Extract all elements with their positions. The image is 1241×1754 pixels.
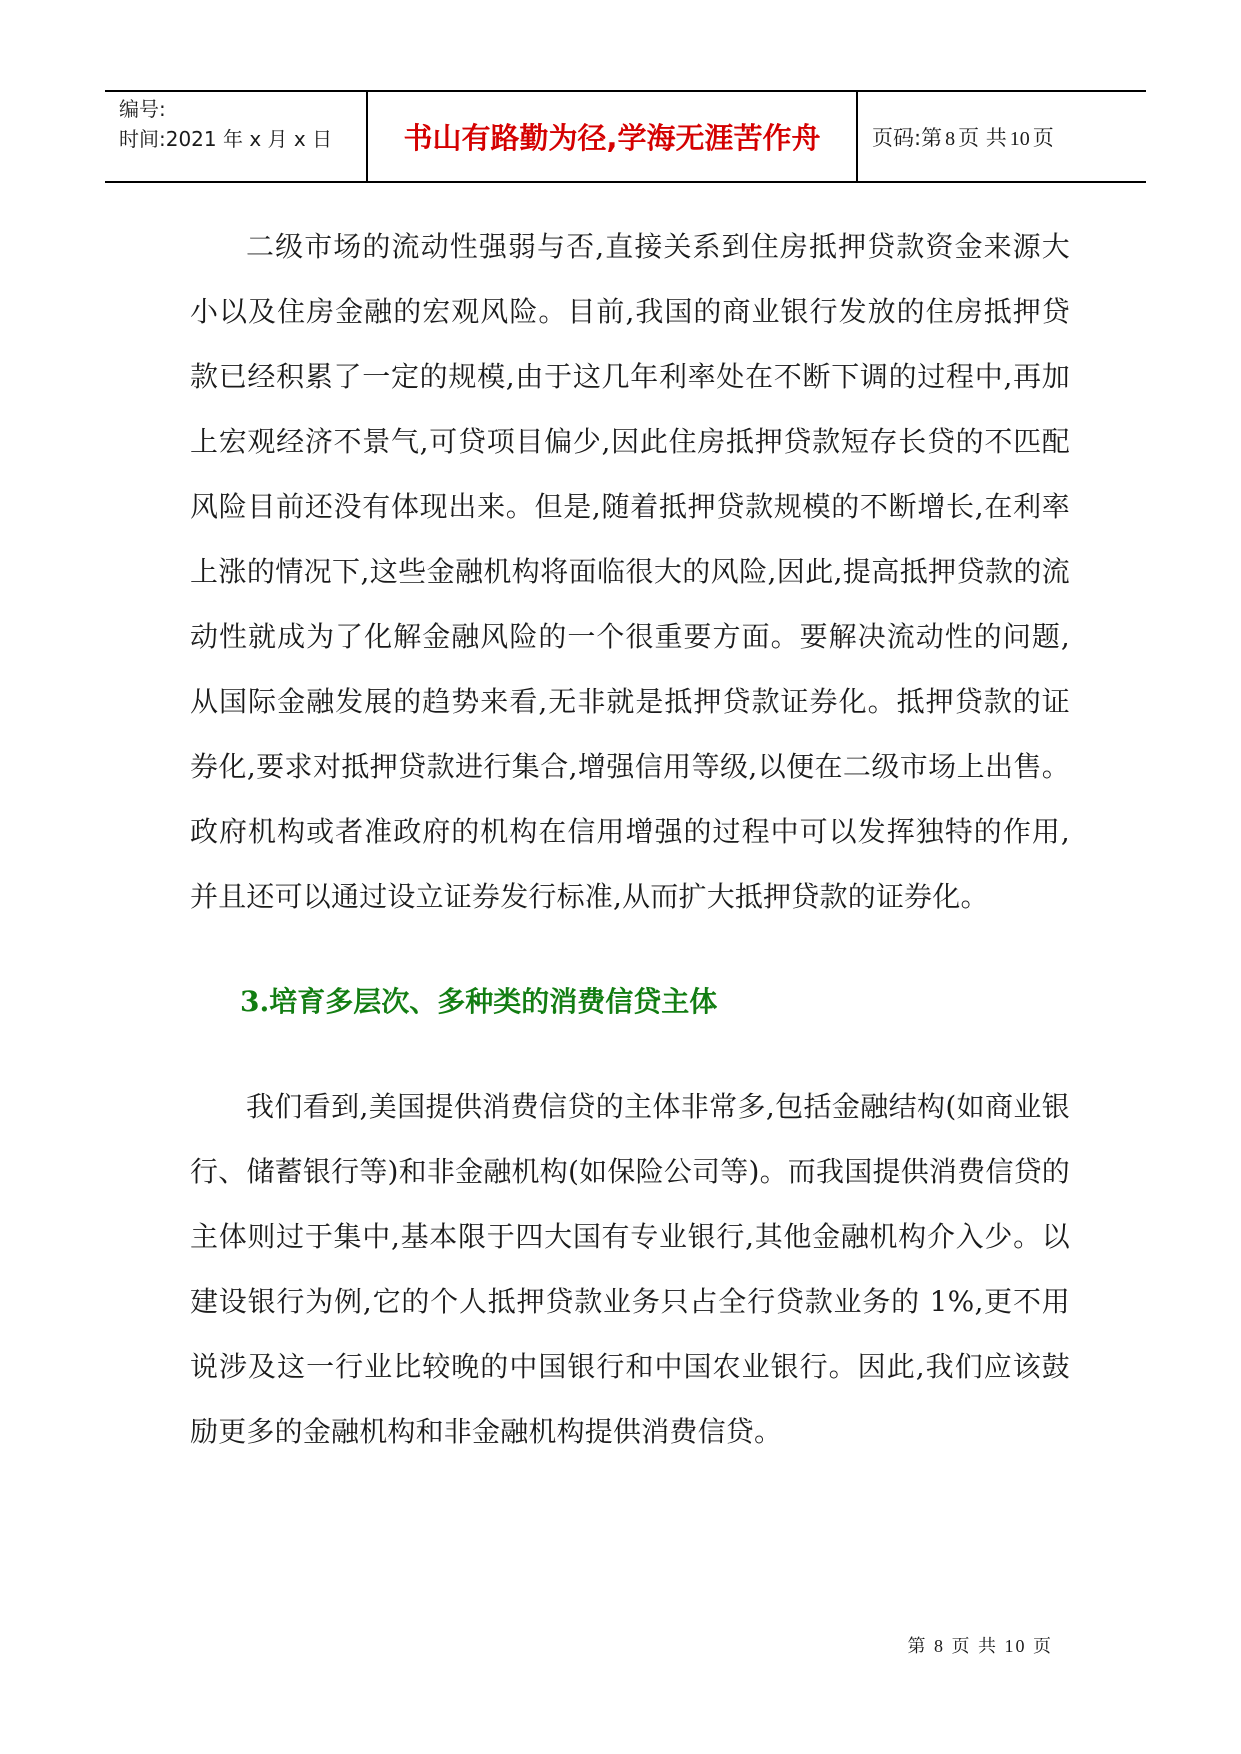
- header-motto: 书山有路勤为径,学海无涯苦作舟: [403, 121, 821, 155]
- document-header: [105, 90, 1146, 183]
- header-motto-cell: [368, 92, 858, 181]
- page-prefix: 页码:第: [872, 125, 943, 150]
- page-mid: 页 共: [958, 125, 1007, 150]
- header-meta-cell: [105, 92, 368, 181]
- document-number-label: 编号:: [119, 97, 166, 121]
- page-footer: 第 8 页 共 10 页: [907, 1636, 1053, 1656]
- header-page-cell: [858, 92, 1146, 181]
- document-body: [190, 214, 1070, 1464]
- document-time-label: 时间:2021 年 x 月 x 日: [119, 127, 333, 151]
- page-suffix: 页: [1032, 125, 1054, 150]
- header-page-number: [872, 122, 1146, 152]
- body-paragraph-2: 我们看到,美国提供消费信贷的主体非常多,包括金融结构(如商业银行、储蓄银行等)和非金融机构(如保险公司等)。而我国提供消费信贷的主体则过于集中,基本限于四大国有专业银行,其他金融机构介入少。以建设银行为例,它的个人抵押贷款业务只占全行贷款业务的 1%,更不用说涉及这一行业比较晚的中国银行和中国农业银行。因此,我们应该鼓励更多的金融机构和非金融机构提供消费信贷。: [190, 1090, 1070, 1448]
- section-heading: 3.培育多层次、多种类的消费信贷主体: [240, 985, 718, 1018]
- body-paragraph-1: 二级市场的流动性强弱与否,直接关系到住房抵押贷款资金来源大小以及住房金融的宏观风险。目前,我国的商业银行发放的住房抵押贷款已经积累了一定的规模,由于这几年利率处在不断下调的过程中,再加上宏观经济不景气,可贷项目偏少,因此住房抵押贷款短存长贷的不匹配风险目前还没有体现出来。但是,随着抵押贷款规模的不断增长,在利率上涨的情况下,这些金融机构将面临很大的风险,因此,提高抵押贷款的流动性就成为了化解金融风险的一个很重要方面。要解决流动性的问题,从国际金融发展的趋势来看,无非就是抵押贷款证券化。抵押贷款的证券化,要求对抵押贷款进行集合,增强信用等级,以便在二级市场上出售。政府机构或者准政府的机构在信用增强的过程中可以发挥独特的作用,并且还可以通过设立证券发行标准,从而扩大抵押贷款的证券化。: [190, 230, 1070, 913]
- page-current: 8: [945, 127, 956, 150]
- page-total: 10: [1009, 127, 1030, 150]
